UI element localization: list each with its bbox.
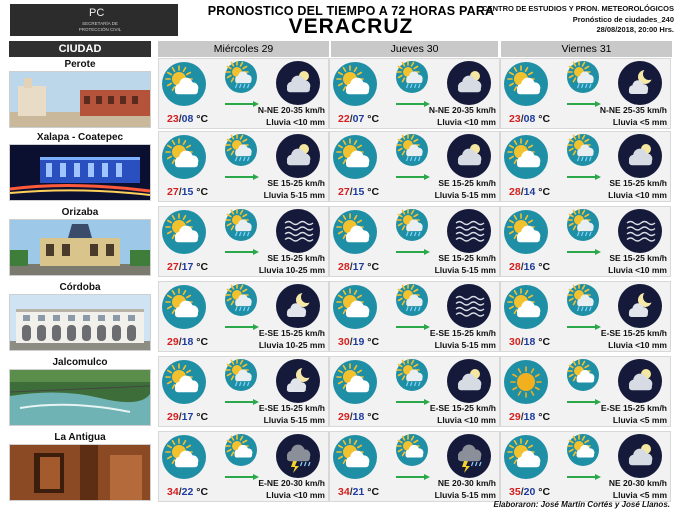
forecast-cell xyxy=(158,356,329,427)
temperature-range xyxy=(509,261,550,273)
wind-forecast: E-SE 15-25 km/h xyxy=(258,403,325,413)
cloudy-night-icon xyxy=(447,134,491,183)
min-temp: 22 xyxy=(181,486,194,498)
partly-cloudy-icon xyxy=(504,135,548,184)
partly-cloudy-icon xyxy=(162,360,206,409)
wind-forecast: E-SE 15-25 km/h xyxy=(600,403,667,413)
temperature-range xyxy=(338,411,379,423)
credits: Elaboraron: José Martín Cortés y José Llanos. xyxy=(493,500,670,509)
max-temp: 23 xyxy=(167,113,179,125)
forecast-cell xyxy=(500,356,671,427)
temp-separator: / xyxy=(520,486,524,498)
sun-cloud-icon xyxy=(396,434,428,471)
arrow-right-icon xyxy=(396,94,430,100)
partly-cloudy-icon xyxy=(333,210,377,259)
max-temp: 23 xyxy=(509,113,521,125)
wind-forecast: N-NE 20-35 km/h xyxy=(257,105,325,115)
forecast-cell xyxy=(329,58,500,129)
fog-night-icon xyxy=(447,284,491,333)
sun-rain-icon xyxy=(567,209,599,246)
sun-cloud-icon xyxy=(567,359,599,396)
max-temp: 29 xyxy=(167,336,179,348)
cloudy-night-icon xyxy=(447,61,491,110)
wind-forecast: SE 15-25 km/h xyxy=(609,253,667,263)
sun-rain-icon xyxy=(225,359,257,396)
arrow-right-icon xyxy=(567,242,601,248)
temp-unit: °C xyxy=(538,261,551,273)
temp-separator: / xyxy=(178,336,182,348)
city-block xyxy=(9,431,151,502)
city-photo xyxy=(9,294,151,351)
forecast-cell xyxy=(158,131,329,202)
temp-unit: °C xyxy=(538,113,551,125)
partly-cloudy-icon xyxy=(504,62,548,111)
storm-night-icon xyxy=(276,434,320,483)
forecast-cell xyxy=(329,356,500,427)
temp-separator: / xyxy=(520,261,524,273)
forecast-cell xyxy=(158,58,329,129)
max-temp: 29 xyxy=(167,411,179,423)
max-temp: 29 xyxy=(509,411,521,423)
temp-separator: / xyxy=(349,113,353,125)
max-temp: 29 xyxy=(338,411,350,423)
forecast-cell xyxy=(158,431,329,502)
arrow-right-icon xyxy=(225,467,259,473)
temp-separator: / xyxy=(349,186,353,198)
temp-unit: °C xyxy=(538,186,551,198)
rain-forecast: Lluvia <10 mm xyxy=(437,117,496,127)
wind-forecast: SE 15-25 km/h xyxy=(267,178,325,188)
wind-forecast: NE 20-30 km/h xyxy=(608,478,667,488)
sun-rain-icon xyxy=(396,284,428,321)
temp-separator: / xyxy=(178,411,182,423)
partly-cloudy-icon xyxy=(504,435,548,484)
rain-forecast: Lluvia <5 mm xyxy=(612,415,667,425)
arrow-right-icon xyxy=(225,94,259,100)
arrow-right-icon xyxy=(567,167,601,173)
cloudy-night-icon xyxy=(618,434,662,483)
max-temp: 28 xyxy=(338,261,350,273)
wind-forecast: N-NE 20-35 km/h xyxy=(428,105,496,115)
temp-separator: / xyxy=(520,113,524,125)
arrow-right-icon xyxy=(396,242,430,248)
partly-cloudy-icon xyxy=(162,135,206,184)
sun-rain-icon xyxy=(396,209,428,246)
temperature-range xyxy=(167,113,208,125)
city-name: Xalapa - Coatepec xyxy=(9,131,151,144)
wind-forecast: E-NE 20-30 km/h xyxy=(258,478,325,488)
temp-unit: °C xyxy=(196,336,209,348)
header xyxy=(0,0,680,38)
sun-cloud-icon xyxy=(225,434,257,471)
wind-forecast: N-NE 25-35 km/h xyxy=(599,105,667,115)
report-id: Pronóstico de ciudades_240 xyxy=(572,14,674,24)
min-temp: 20 xyxy=(523,486,536,498)
temp-separator: / xyxy=(178,261,182,273)
forecast-cell xyxy=(500,206,671,277)
temp-separator: / xyxy=(520,186,524,198)
max-temp: 27 xyxy=(167,186,179,198)
arrow-right-icon xyxy=(396,392,430,398)
partly-cloudy-icon xyxy=(333,62,377,111)
arrow-right-icon xyxy=(396,467,430,473)
rain-forecast: Lluvia 5-15 mm xyxy=(263,415,325,425)
temp-separator: / xyxy=(349,261,353,273)
partly-cloudy-icon xyxy=(504,210,548,259)
cloudy-night-icon xyxy=(618,134,662,183)
temperature-range xyxy=(167,261,208,273)
temperature-range xyxy=(338,113,379,125)
arrow-right-icon xyxy=(567,467,601,473)
partly-cloudy-icon xyxy=(333,435,377,484)
partly-cloudy-icon xyxy=(162,285,206,334)
wind-forecast: E-SE 15-25 km/h xyxy=(600,328,667,338)
sun-rain-icon xyxy=(225,134,257,171)
temp-unit: °C xyxy=(196,186,209,198)
temp-separator: / xyxy=(520,336,524,348)
sun-rain-icon xyxy=(225,61,257,98)
temp-separator: / xyxy=(178,486,182,498)
partly-cloudy-icon xyxy=(333,360,377,409)
temperature-range xyxy=(338,261,379,273)
temp-unit: °C xyxy=(367,261,380,273)
report-date: 28/08/2018, 20:00 Hrs. xyxy=(596,25,674,34)
temperature-range xyxy=(338,186,379,198)
sun-icon xyxy=(504,360,548,409)
forecast-cell xyxy=(500,281,671,352)
temp-separator: / xyxy=(349,411,353,423)
min-temp: 17 xyxy=(352,261,365,273)
cloudy-night-icon xyxy=(447,359,491,408)
rain-forecast: Lluvia <10 mm xyxy=(266,490,325,500)
moon-cloud-icon xyxy=(276,284,320,333)
partly-cloudy-icon xyxy=(162,435,206,484)
logo-text: PC xyxy=(89,7,105,19)
temperature-range xyxy=(338,336,379,348)
storm-night-icon xyxy=(447,434,491,483)
min-temp: 17 xyxy=(181,411,194,423)
partly-cloudy-icon xyxy=(333,285,377,334)
city-photo xyxy=(9,444,151,501)
temp-unit: °C xyxy=(196,486,209,498)
city-block xyxy=(9,356,151,427)
partly-cloudy-icon xyxy=(504,285,548,334)
min-temp: 17 xyxy=(181,261,194,273)
arrow-right-icon xyxy=(567,94,601,100)
max-temp: 22 xyxy=(338,113,350,125)
city-photo xyxy=(9,144,151,201)
temperature-range xyxy=(509,486,550,498)
min-temp: 15 xyxy=(181,186,194,198)
arrow-right-icon xyxy=(396,167,430,173)
arrow-right-icon xyxy=(225,242,259,248)
temp-separator: / xyxy=(349,336,353,348)
rain-forecast: Lluvia 10-25 mm xyxy=(258,340,325,350)
page-subtitle: VERACRUZ xyxy=(288,15,414,38)
sun-cloud-icon xyxy=(567,434,599,471)
city-name: Jalcomulco xyxy=(9,356,151,369)
temperature-range xyxy=(509,411,550,423)
moon-cloud-icon xyxy=(618,284,662,333)
temp-unit: °C xyxy=(538,411,551,423)
city-block xyxy=(9,131,151,202)
min-temp: 15 xyxy=(352,186,365,198)
wind-forecast: E-SE 15-25 km/h xyxy=(429,328,496,338)
temp-unit: °C xyxy=(367,486,380,498)
temp-unit: °C xyxy=(196,411,209,423)
city-block xyxy=(9,58,151,129)
temp-separator: / xyxy=(178,113,182,125)
temp-unit: °C xyxy=(196,113,209,125)
rain-forecast: Lluvia <10 mm xyxy=(437,415,496,425)
forecast-cell xyxy=(329,206,500,277)
issuer-info xyxy=(474,4,674,36)
min-temp: 18 xyxy=(523,411,536,423)
rain-forecast: Lluvia <10 mm xyxy=(608,265,667,275)
min-temp: 08 xyxy=(523,113,536,125)
arrow-right-icon xyxy=(225,167,259,173)
city-photo xyxy=(9,219,151,276)
max-temp: 30 xyxy=(338,336,350,348)
temp-separator: / xyxy=(520,411,524,423)
day-header-3: Viernes 31 xyxy=(501,41,672,57)
min-temp: 18 xyxy=(523,336,536,348)
partly-cloudy-icon xyxy=(333,135,377,184)
sun-rain-icon xyxy=(225,209,257,246)
arrow-right-icon xyxy=(567,317,601,323)
min-temp: 16 xyxy=(523,261,536,273)
city-photo xyxy=(9,369,151,426)
max-temp: 34 xyxy=(338,486,350,498)
page-title: PRONOSTICO DEL TIEMPO A 72 HORAS PARA xyxy=(207,4,495,18)
forecast-cell xyxy=(158,206,329,277)
rain-forecast: Lluvia 5-15 mm xyxy=(434,190,496,200)
sun-rain-icon xyxy=(567,134,599,171)
logo xyxy=(10,4,178,36)
arrow-right-icon xyxy=(225,392,259,398)
logo-subtext: SECRETARÍA DE PROTECCIÓN CIVIL xyxy=(78,21,122,32)
forecast-cell xyxy=(500,131,671,202)
city-block xyxy=(9,281,151,352)
wind-forecast: SE 15-25 km/h xyxy=(267,253,325,263)
min-temp: 21 xyxy=(352,486,365,498)
city-name: Perote xyxy=(9,58,151,71)
max-temp: 34 xyxy=(167,486,179,498)
temp-separator: / xyxy=(178,186,182,198)
arrow-right-icon xyxy=(225,317,259,323)
sun-rain-icon xyxy=(396,134,428,171)
fog-night-icon xyxy=(276,209,320,258)
city-photo xyxy=(9,71,151,128)
forecast-cell xyxy=(329,431,500,502)
wind-forecast: NE 20-30 km/h xyxy=(437,478,496,488)
cloudy-night-icon xyxy=(276,61,320,110)
max-temp: 28 xyxy=(509,261,521,273)
temp-unit: °C xyxy=(367,113,380,125)
sun-rain-icon xyxy=(396,61,428,98)
arrow-right-icon xyxy=(396,317,430,323)
rain-forecast: Lluvia 5-15 mm xyxy=(263,190,325,200)
temperature-range xyxy=(167,186,208,198)
temperature-range xyxy=(167,411,208,423)
forecast-cell xyxy=(500,58,671,129)
issuer-name: CENTRO DE ESTUDIOS Y PRON. METEOROLÓGICOS xyxy=(482,4,674,13)
moon-cloud-icon xyxy=(618,61,662,110)
rain-forecast: Lluvia <10 mm xyxy=(608,340,667,350)
forecast-cell xyxy=(329,281,500,352)
cloudy-night-icon xyxy=(618,359,662,408)
day-header-1: Miércoles 29 xyxy=(158,41,329,57)
sun-rain-icon xyxy=(567,284,599,321)
rain-forecast: Lluvia <10 mm xyxy=(266,117,325,127)
rain-forecast: Lluvia <5 mm xyxy=(612,117,667,127)
rain-forecast: Lluvia 5-15 mm xyxy=(434,490,496,500)
temp-unit: °C xyxy=(538,486,551,498)
min-temp: 14 xyxy=(523,186,536,198)
city-column-header: CIUDAD xyxy=(9,41,151,57)
arrow-right-icon xyxy=(567,392,601,398)
min-temp: 07 xyxy=(352,113,365,125)
temperature-range xyxy=(167,336,208,348)
partly-cloudy-icon xyxy=(162,62,206,111)
max-temp: 27 xyxy=(167,261,179,273)
partly-cloudy-icon xyxy=(162,210,206,259)
temp-unit: °C xyxy=(196,261,209,273)
temp-unit: °C xyxy=(367,411,380,423)
rain-forecast: Lluvia 10-25 mm xyxy=(258,265,325,275)
wind-forecast: E-SE 15-25 km/h xyxy=(258,328,325,338)
min-temp: 08 xyxy=(181,113,194,125)
temp-unit: °C xyxy=(367,336,380,348)
cloudy-night-icon xyxy=(276,134,320,183)
city-name: Córdoba xyxy=(9,281,151,294)
temperature-range xyxy=(338,486,379,498)
temp-separator: / xyxy=(349,486,353,498)
rain-forecast: Lluvia 5-15 mm xyxy=(434,265,496,275)
fog-night-icon xyxy=(618,209,662,258)
max-temp: 27 xyxy=(338,186,350,198)
rain-forecast: Lluvia <5 mm xyxy=(612,490,667,500)
forecast-cell xyxy=(158,281,329,352)
moon-cloud-icon xyxy=(276,359,320,408)
sun-rain-icon xyxy=(396,359,428,396)
wind-forecast: SE 15-25 km/h xyxy=(438,253,496,263)
sun-rain-icon xyxy=(567,61,599,98)
temperature-range xyxy=(167,486,208,498)
min-temp: 19 xyxy=(352,336,365,348)
max-temp: 30 xyxy=(509,336,521,348)
sun-rain-icon xyxy=(225,284,257,321)
city-name: Orizaba xyxy=(9,206,151,219)
forecast-cell xyxy=(500,431,671,502)
rain-forecast: Lluvia <10 mm xyxy=(608,190,667,200)
forecast-cell xyxy=(329,131,500,202)
max-temp: 28 xyxy=(509,186,521,198)
wind-forecast: SE 15-25 km/h xyxy=(438,178,496,188)
temperature-range xyxy=(509,113,550,125)
fog-night-icon xyxy=(447,209,491,258)
rain-forecast: Lluvia 5-15 mm xyxy=(434,340,496,350)
temperature-range xyxy=(509,186,550,198)
min-temp: 18 xyxy=(352,411,365,423)
min-temp: 18 xyxy=(181,336,194,348)
max-temp: 35 xyxy=(509,486,521,498)
day-header-2: Jueves 30 xyxy=(331,41,498,57)
temperature-range xyxy=(509,336,550,348)
city-block xyxy=(9,206,151,277)
temp-unit: °C xyxy=(538,336,551,348)
wind-forecast: SE 15-25 km/h xyxy=(609,178,667,188)
city-name: La Antigua xyxy=(9,431,151,444)
wind-forecast: E-SE 15-25 km/h xyxy=(429,403,496,413)
temp-unit: °C xyxy=(367,186,380,198)
